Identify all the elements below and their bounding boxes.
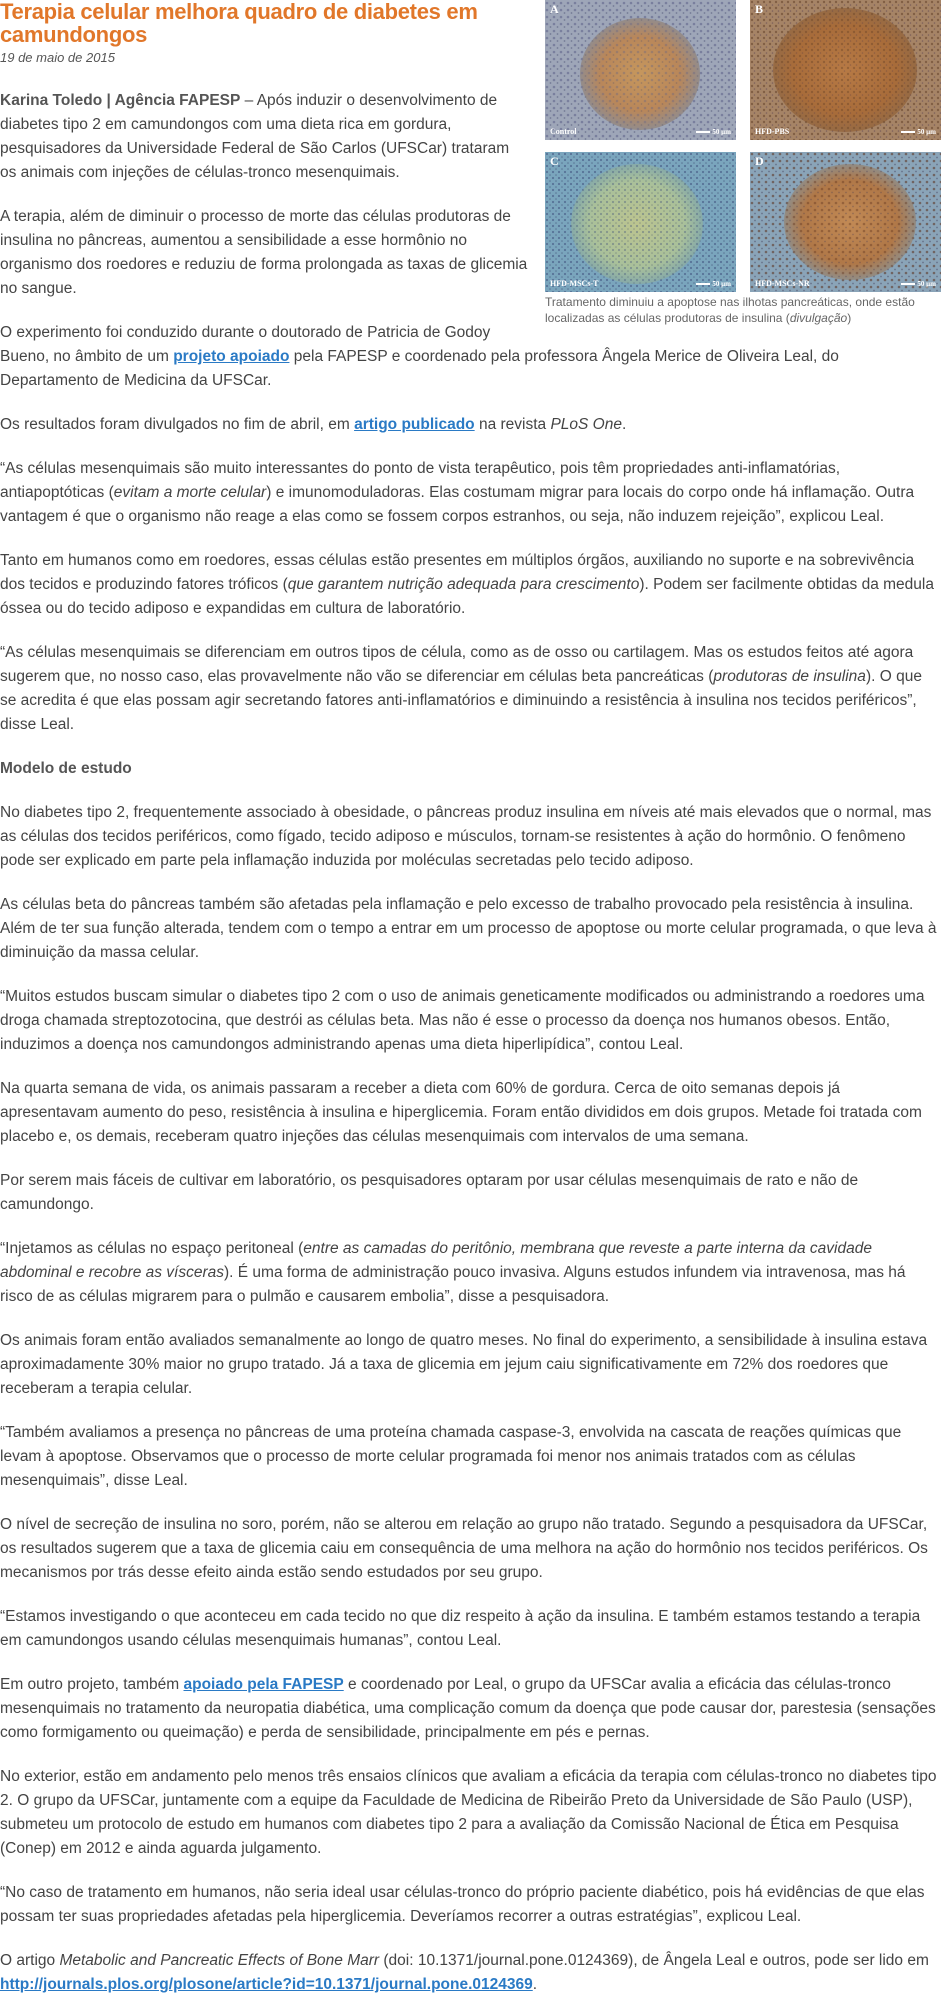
paragraph-18-text-a: Em outro projeto, também <box>0 1676 184 1693</box>
paragraph-21-text-b: (doi: 10.1371/journal.pone.0124369), de Ângela Leal e outros, pode ser lido em <box>379 1952 929 1969</box>
panel-tag-a: Control <box>550 127 577 136</box>
caption-credit: divulgação <box>789 311 848 325</box>
paragraph-18-text-b: e coordenado por Leal, o grupo da UFSCar avalia a eficácia das células-tronco mesenquimais no tratamento da neuropatia diabética, uma complicação comum da doença que pode causar dor, parestesia (sensações como formigamento ou queimação) e perda de sensibilidade, principalmente em pés e pernas. <box>0 1676 936 1741</box>
panel-letter-a: A <box>550 2 559 16</box>
journal-name: PLoS One <box>550 416 622 433</box>
article-reference-title: Metabolic and Pancreatic Effects of Bone Marr <box>59 1952 380 1969</box>
paragraph-13-italic: entre as camadas do peritônio, membrana que reveste a parte interna da cavidade abdominal e recobre as vísceras <box>0 1240 872 1281</box>
paragraph-20: “No caso de tratamento em humanos, não seria ideal usar células-tronco do próprio paciente diabético, pois há evidências de que elas possam ter suas propriedades afetadas pela hiperglicemia. Deveríamos recorrer a outras estratégias”, explicou Leal. <box>0 1884 925 1925</box>
paragraph-4-text-b: na revista <box>474 416 551 433</box>
paragraph-16: O nível de secreção de insulina no soro, porém, não se alterou em relação ao grupo não tratado. Segundo a pesquisadora da UFSCar, os resultados sugerem que a taxa de glicemia caiu em consequência de uma melhora na ação do hormônio nos tecidos periféricos. Os mecanismos por trás desse efeito ainda estão sendo estudados por seu grupo. <box>0 1516 928 1581</box>
author-name: Karina Toledo <box>0 92 103 109</box>
paragraph-13 <box>0 1237 941 1309</box>
figure-panel-b <box>750 0 941 140</box>
paragraph-11: Na quarta semana de vida, os animais passaram a receber a dieta com 60% de gordura. Cerca de oito semanas depois já apresentavam aumento do peso, resistência à insulina e hiperglicemia. Foram então divididos em dois grupos. Metade foi tratada com placebo e, os demais, receberam quatro injeções das células mesenquimais com intervalos de uma semana. <box>0 1080 922 1145</box>
micrograph-b <box>750 0 941 140</box>
paragraph-3-text-a: O experimento foi conduzido durante o doutorado de Patricia de Godoy Bueno, no âmbito de um <box>0 324 491 365</box>
paragraph-15: “Também avaliamos a presença no pâncreas de uma proteína chamada caspase-3, envolvida na cascata de reações químicas que levam à apoptose. Observamos que o processo de morte celular programada foi menor nos animais tratados com as células mesenquimais”, disse Leal. <box>0 1424 902 1489</box>
panel-scale-c: 50 µm <box>696 279 731 289</box>
paragraph-8: No diabetes tipo 2, frequentemente associado à obesidade, o pâncreas produz insulina em níveis até mais elevados que o normal, mas as células dos tecidos periféricos, como fígado, tecido adiposo e músculos, tornam-se resistentes à ação do hormônio. O fenômeno pode ser explicado em parte pela inflamação induzida por moléculas secretadas pelo tecido adiposo. <box>0 804 932 869</box>
paragraph-2: A terapia, além de diminuir o processo de morte das células produtoras de insulina no pâncreas, aumentou a sensibilidade a esse hormônio no organismo dos roedores e reduziu de forma prolongada as taxas de glicemia no sangue. <box>0 208 528 297</box>
paragraph-13-text-b: ). É uma forma de administração pouco invasiva. Alguns estudos infundem via intravenosa, mas há risco de as células migrarem para o pulmão e causarem embolia”, disse a pesquisadora. <box>0 1264 906 1305</box>
paragraph-21-text-c: . <box>532 1976 538 1993</box>
micrograph-d <box>750 152 941 292</box>
paragraph-17: “Estamos investigando o que aconteceu em cada tecido no que diz respeito à ação da insulina. E também estamos testando a terapia em camundongos usando células mesenquimais humanas”, contou Leal. <box>0 1608 921 1649</box>
paragraph-6-text-b: ). Podem ser facilmente obtidas da medula óssea ou do tecido adiposo e expandidas em cultura de laboratório. <box>0 576 934 617</box>
figure-panel-c <box>545 152 736 292</box>
paragraph-7-italic: produtoras de insulina <box>713 668 866 685</box>
panel-letter-c: C <box>550 154 559 168</box>
panel-tag-d: HFD-MSCs-NR <box>755 279 810 288</box>
artigo-publicado-link[interactable]: artigo publicado <box>354 416 475 433</box>
paragraph-18 <box>0 1673 941 1745</box>
paragraph-6-text-a: Tanto em humanos como em roedores, essas células estão presentes em múltiplos órgãos, auxiliando no suporte e na sobrevivência dos tecidos e produzindo fatores tróficos ( <box>0 552 915 593</box>
panel-scale-b: 50 µm <box>901 127 936 137</box>
paragraph-7 <box>0 641 941 737</box>
micrograph-c <box>545 152 736 292</box>
figure-panel-a <box>545 0 736 140</box>
paragraph-1-text: – Após induzir o desenvolvimento de diabetes tipo 2 em camundongos com uma dieta rica em gordura, pesquisadores da Universidade Federal de São Carlos (UFSCar) trataram os animais com injeções de células-tronco mesenquimais. <box>0 92 510 181</box>
paragraph-9: As células beta do pâncreas também são afetadas pela inflamação e pelo excesso de trabalho provocado pela resistência à insulina. Além de ter sua função alterada, tendem com o tempo a entrar em um processo de apoptose ou morte celular programada, o que leva à diminuição da massa celular. <box>0 896 937 961</box>
paragraph-5-text-a: “As células mesenquimais são muito interessantes do ponto de vista terapêutico, pois têm propriedades anti-inflamatórias, antiapoptóticas ( <box>0 460 841 501</box>
paragraph-7-text-a: “As células mesenquimais se diferenciam em outros tipos de célula, como as de osso ou cartilagem. Mas os estudos feitos até agora sugerem que, no nosso caso, elas provavelmente não vão se diferenciar em células beta pancreáticas ( <box>0 644 914 685</box>
paragraph-12: Por serem mais fáceis de cultivar em laboratório, os pesquisadores optaram por usar células mesenquimais de rato e não de camundongo. <box>0 1172 859 1213</box>
panel-tag-c: HFD-MSCs-T <box>550 279 599 288</box>
paragraph-14: Os animais foram então avaliados semanalmente ao longo de quatro meses. No final do experimento, a sensibilidade à insulina estava aproximadamente 30% maior no grupo tratado. Já a taxa de glicemia em jejum caiu significativamente em 72% dos roedores que receberam a terapia celular. <box>0 1332 928 1397</box>
panel-letter-d: D <box>755 154 764 168</box>
article-date: 19 de maio de 2015 <box>0 50 115 65</box>
figure <box>545 0 941 326</box>
plos-article-link[interactable]: http://journals.plos.org/plosone/article?id=10.1371/journal.pone.0124369 <box>0 1976 533 1993</box>
paragraph-21 <box>0 1949 941 1997</box>
paragraph-10: “Muitos estudos buscam simular o diabetes tipo 2 com o uso de animais geneticamente modificados ou administrando a roedores uma droga chamada streptozotocina, que destrói as células beta. Mas não é esse o processo da doença nos humanos obesos. Então, induzimos a doença nos camundongos administrando apenas uma dieta hiperlipídica”, contou Leal. <box>0 988 925 1053</box>
paragraph-7-text-b: ). O que se acredita é que elas possam agir secretando fatores anti-inflamatórios e diminuindo a resistência à insulina nos tecidos periféricos”, disse Leal. <box>0 668 922 733</box>
panel-letter-b: B <box>755 2 764 16</box>
figure-caption <box>545 294 941 326</box>
figure-grid[interactable] <box>545 0 941 292</box>
paragraph-5-text-b: ) e imunomoduladoras. Elas costumam migrar para locais do corpo onde há inflamação. Outra vantagem é que o organismo não reage a elas como se fossem corpos estranhos, ou seja, não induzem rejeição”, explicou Leal. <box>0 484 915 525</box>
panel-tag-b: HFD-PBS <box>755 127 790 136</box>
paragraph-3-text-b: pela FAPESP e coordenado pela professora Ângela Merice de Oliveira Leal, do Departamento de Medicina da UFSCar. <box>0 348 839 389</box>
paragraph-4-text-a: Os resultados foram divulgados no fim de abril, em <box>0 416 355 433</box>
paragraph-6 <box>0 549 941 621</box>
agency-name: Agência FAPESP <box>114 92 241 109</box>
panel-scale-d: 50 µm <box>901 279 936 289</box>
projeto-apoiado-link[interactable]: projeto apoiado <box>173 348 290 365</box>
paragraph-3 <box>0 321 941 393</box>
panel-scale-a: 50 µm <box>696 127 731 137</box>
article-title: Terapia celular melhora quadro de diabetes em camundongos <box>0 0 478 47</box>
paragraph-4-text-c: . <box>621 416 627 433</box>
paragraph-5-italic: evitam a morte celular <box>113 484 267 501</box>
paragraph-6-italic: que garantem nutrição adequada para crescimento <box>287 576 640 593</box>
paragraph-19: No exterior, estão em andamento pelo menos três ensaios clínicos que avaliam a eficácia da terapia com células-tronco no diabetes tipo 2. O grupo da UFSCar, juntamente com a equipe da Faculdade de Medicina de Ribeirão Preto da Universidade de São Paulo (USP), submeteu um protocolo de estudo em humanos com diabetes tipo 2 para a avaliação da Comissão Nacional de Ética em Pesquisa (Conep) em 2012 e ainda aguarda julgamento. <box>0 1768 937 1857</box>
paragraph-5 <box>0 457 941 529</box>
paragraph-4 <box>0 413 941 437</box>
paragraph-13-text-a: “Injetamos as células no espaço peritoneal ( <box>0 1240 304 1257</box>
byline-separator: | <box>102 92 115 109</box>
caption-text: Tratamento diminuiu a apoptose nas ilhotas pancreáticas, onde estão localizadas as células produtoras de insulina ( <box>545 295 915 325</box>
paragraph-21-text-a: O artigo <box>0 1952 60 1969</box>
figure-panel-d <box>750 152 941 292</box>
section-subhead: Modelo de estudo <box>0 760 132 777</box>
caption-end: ) <box>847 311 852 325</box>
micrograph-a <box>545 0 736 140</box>
apoiado-pela-fapesp-link[interactable]: apoiado pela FAPESP <box>183 1676 344 1693</box>
